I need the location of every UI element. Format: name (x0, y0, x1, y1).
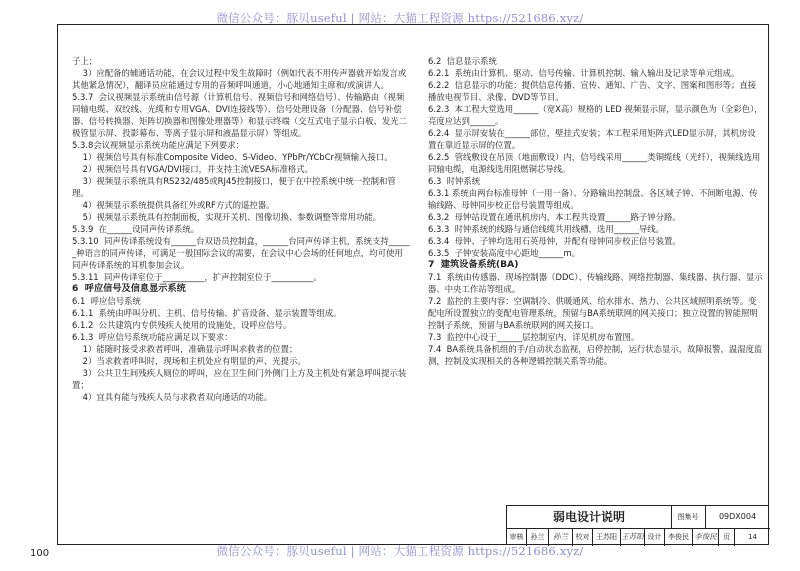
paragraph: 6.2.4 显示屏安装在______部位，壁挂式安装；本工程采用矩阵式LED显示屏，其机房设置在靠近显示屏的位置。 (428, 128, 756, 150)
paragraph: 7.1 系统由传感器、现场控制器（DDC）、传输线路、网络控制器、集线器、执行器、显示器、中央工作站等组成。 (428, 272, 763, 294)
check-signature: 王苏阳 (621, 528, 645, 546)
paragraph: 3）公共卫生间残疾人厕位的呼叫，应在卫生间门外侧门上方及主机处有紧急呼叫提示装置； (72, 368, 407, 390)
check-label: 校对 (573, 528, 593, 546)
page-number: 100 (30, 548, 50, 559)
paragraph: 7.4 BA系统具备机组的手/自动状态监视，启停控制，运行状态显示，故障报警，温湿度监测，控制及实现相关的各种逻辑控制关系等功能。 (428, 344, 763, 366)
check-name: 王苏阳 (593, 528, 621, 546)
paragraph: 6.1 呼应信号系统 (72, 296, 141, 306)
page-label: 页 (719, 528, 735, 546)
paragraph: 6.2.5 管线敷设在吊顶（地面敷设）内，信号线采用______类铜缆线（光纤），视频线选用同轴电缆，电源线选用阻燃铜芯导线。 (428, 152, 761, 174)
left-text-column (72, 55, 410, 403)
paragraph: 6.3 时钟系统 (428, 176, 481, 186)
atlas-number: 09DX004 (705, 506, 770, 529)
review-name: 孙兰 (527, 528, 549, 546)
watermark-top: 微信公众号：豚贝useful | 网站：大猫工程资源 https://521686.xyz/ (216, 11, 584, 25)
paragraph: 6.2.3 本工程大堂选用______（宽X高）规格的 LED 视频显示屏，显示颜色为（全彩色），亮度应达到______。 (428, 104, 763, 126)
paragraph: 6.1.1 系统由呼叫分机、主机、信号传输、扩音设备、显示装置等组成。 (72, 308, 342, 318)
drawing-title: 弱电设计说明 (507, 506, 672, 529)
paragraph: 5.3.10 同声传译系统设有______台双语员控制盒，______台同声传译主机，系统支持______种语言的同声传译，可满足一般国际会议的需要，在会议中心会场的任何地点，均可使用同声传译系统的耳机参加会议。 (72, 236, 410, 270)
section-heading: 6 呼应信号及信息显示系统 (72, 283, 186, 294)
paragraph: 5.3.9 在______设同声传译系统。 (72, 224, 200, 234)
paragraph: 2）视频信号具有VGA/DVI接口，并支持主流VESA标准格式。 (72, 164, 313, 174)
paragraph: 6.3.4 母钟、子钟均选用石英母钟，并配有母钟同步校正信号装置。 (428, 236, 681, 246)
paragraph: 5.3.11 同声传译室位于__________，扩声控制室位于__________。 (72, 272, 322, 282)
paragraph: 7.2 监控的主要内容：空调制冷、供暖通风、给水排水、热力、公共区域照明系统等。变配电所设置独立的变配电管理系统，预留与BA系统联网的网关接口；独立设置的智能照明控制子系统，预留与BA系统联网的网关接口。 (428, 296, 758, 330)
paragraph: 5.3.7 会议视频显示系统由信号源（计算机信号、视频信号和网络信号）、传输路由（视频同轴电缆、双绞线、光缆和专用VGA、DVI连接线等）、信号处理设备（分配器、信号补偿器、信号转换器、矩阵切换器和图像处理器等）和显示终端（交互式电子显示白板、发光二极管显示屏、投影幕布、等离子显示屏和液晶显示屏）等组成。 (72, 92, 407, 138)
paragraph: 5.3.8会议视频显示系统功能应满足下列要求： (72, 140, 245, 150)
paragraph: 6.3.5 子钟安装高度中心距地______m。 (428, 248, 581, 258)
design-signature: 李俊民 (693, 528, 719, 546)
paragraph: 6.3.3 时钟系统的线路与通信线缆共用线槽，选用______导线。 (428, 224, 665, 234)
paragraph: 6.2.2 信息显示的功能：提供信息传播、宣传、通知、广告、文字、图案和图形等；直接播放电视节目、录像、DVD等节目。 (428, 80, 757, 102)
section-heading: 7 建筑设备系统(BA) (428, 259, 519, 270)
watermark-bottom: 微信公众号：豚贝useful | 网站：大猫工程资源 https://521686.xyz/ (216, 544, 584, 558)
design-label: 设计 (645, 528, 665, 546)
title-block (506, 505, 769, 545)
paragraph: 4）宜具有能与残疾人员与求救者双向通话的功能。 (72, 392, 273, 402)
paragraph: 6.3.2 母钟站设置在通讯机房内，本工程共设置______路子钟分路。 (428, 212, 681, 222)
paragraph: 1）视频信号具有标准Composite Video、S-Video、YPbPr/YCbCr视频输入接口。 (72, 152, 393, 162)
paragraph: 6.1.3 呼应信号系统功能应满足以下要求： (72, 332, 233, 342)
paragraph: 1）能随时接受求救者呼叫，准确显示呼叫求救者的位置； (72, 344, 298, 354)
review-signature: 孙兰 (549, 528, 573, 546)
review-label: 审核 (507, 528, 527, 546)
atlas-number-label: 图集号 (671, 506, 706, 529)
right-text-column (428, 55, 764, 367)
paragraph: 子上； (72, 56, 98, 66)
paragraph: 2）当求救者呼叫时，现场和主机处应有明显的声、光提示。 (72, 356, 306, 366)
paragraph: 6.1.2 公共建筑内专供残疾人使用的设施处，设呼应信号。 (72, 320, 292, 330)
paragraph: 3）应配备的辅通话功能，在会议过程中发生故障时（例如代表不用传声器就开始发言或其他紧急情况），翻译员应能通过专用的音频呼叫通道，小心地通知主席和/或演讲人。 (72, 68, 407, 90)
paragraph: 3）视频显示系统具有RS232/485或RJ45控制接口，便于在中控系统中统一控制和管理。 (72, 176, 396, 198)
paragraph: 6.2 信息显示系统 (428, 56, 497, 66)
sheet-page-number: 14 (748, 533, 757, 541)
paragraph: 4）视频显示系统提供具备红外或RF方式的遥控器。 (72, 200, 275, 210)
design-name: 李俊民 (665, 528, 693, 546)
paragraph: 5）视频显示系统具有控制面板，实现开关机、图像切换、参数调整等常用功能。 (72, 212, 382, 222)
paragraph: 6.2.1 系统由计算机、驱动、信号传输、计算机控制、输入输出及记录等单元组成。 (428, 68, 740, 78)
paragraph: 6.3.1 系统由两台标准母钟（一用一备）、分路输出控制盘、各区域子钟、不间断电源、传输线路、母钟同步校正信号装置等组成。 (428, 188, 758, 210)
paragraph: 7.3 监控中心设于______层控制室内，详见机房布置图。 (428, 332, 640, 342)
